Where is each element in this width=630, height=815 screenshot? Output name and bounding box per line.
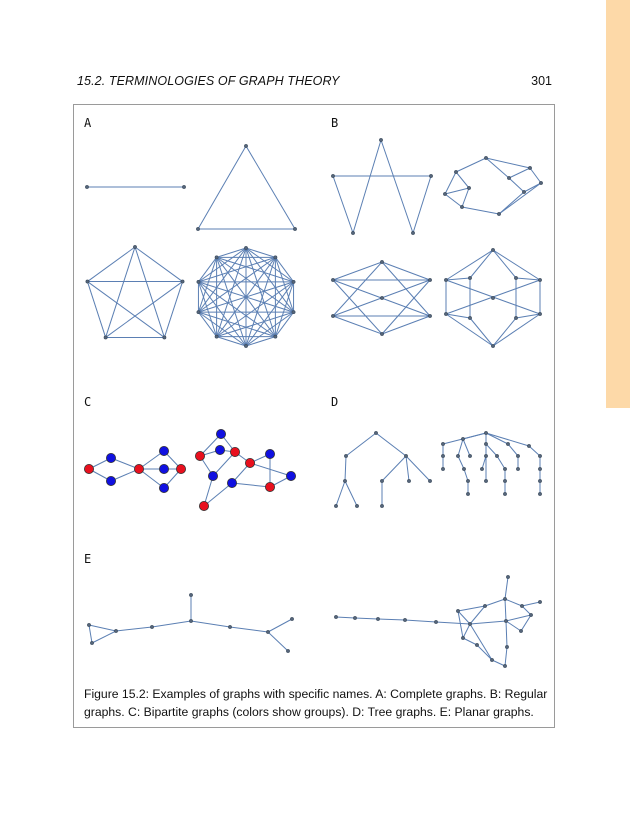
graph-node (461, 636, 464, 639)
graph-node (331, 174, 334, 177)
graph-edge (382, 456, 406, 481)
graph-edge (509, 168, 530, 178)
graph-edge (246, 337, 275, 346)
graph-node (441, 467, 444, 470)
graph-edge (445, 188, 469, 194)
graph-node (519, 629, 522, 632)
graph-node (344, 454, 347, 457)
panel-label-d: D (331, 395, 339, 409)
graph-node (133, 245, 136, 248)
graph-edge (217, 337, 246, 346)
graph-edge (106, 247, 135, 337)
graph-node (244, 344, 247, 347)
graph-edge (505, 599, 506, 621)
graph-edge (522, 606, 531, 615)
graph-node (461, 437, 464, 440)
graph-edge (506, 621, 521, 631)
graph-node (491, 296, 494, 299)
graph-node (503, 467, 506, 470)
graph-edge (522, 602, 540, 606)
graph-node (176, 464, 185, 473)
graph-edge (470, 250, 493, 278)
graph-node (376, 617, 379, 620)
graph-edge (87, 247, 135, 282)
graph-node (514, 316, 517, 319)
graph-edge (198, 312, 216, 337)
graph-node (189, 593, 192, 596)
graph-node (522, 190, 525, 193)
graph-node (484, 442, 487, 445)
graph-edge (508, 444, 518, 456)
graph-edge (486, 444, 497, 456)
regular-graph-prism (443, 156, 542, 215)
graph-node (227, 478, 236, 487)
graph-edge (509, 178, 524, 192)
graph-edge (232, 483, 270, 487)
graph-edge (493, 250, 540, 280)
graph-node (208, 471, 217, 480)
graph-node (266, 630, 269, 633)
graph-node (244, 246, 247, 249)
graph-node (444, 312, 447, 315)
graph-node (441, 442, 444, 445)
graph-edge (516, 278, 540, 280)
panel-label-a: A (84, 116, 92, 130)
planar-graph-right (334, 575, 541, 667)
graph-edge (268, 632, 288, 651)
graph-node (503, 479, 506, 482)
graph-node (265, 449, 274, 458)
graph-edge (230, 627, 268, 632)
graph-edge (333, 316, 382, 334)
graph-edge (413, 176, 431, 233)
graph-edge (89, 625, 116, 631)
graph-edge (505, 647, 507, 666)
tree-graph-left (334, 431, 431, 507)
graph-edge (92, 631, 116, 643)
graph-edge (336, 481, 345, 506)
graph-node (380, 332, 383, 335)
graph-node (290, 617, 293, 620)
graph-node (491, 248, 494, 251)
graph-edge (87, 282, 164, 338)
graph-edge (355, 618, 378, 619)
graph-node (87, 623, 90, 626)
graph-node (516, 467, 519, 470)
graph-edge (345, 481, 357, 506)
graph-node (292, 311, 295, 314)
graph-node (466, 492, 469, 495)
graph-node (468, 454, 471, 457)
graph-node (516, 454, 519, 457)
regular-graph-crossed (331, 260, 431, 335)
graph-node (428, 479, 431, 482)
graph-node (230, 447, 239, 456)
graph-node (199, 501, 208, 510)
graph-edge (463, 439, 470, 456)
graph-node (483, 604, 486, 607)
complete-graph-k3 (196, 144, 296, 230)
graph-node (216, 429, 225, 438)
graph-edge (485, 599, 505, 606)
bipartite-graph-right (195, 429, 295, 510)
graph-edge (382, 316, 430, 334)
graph-edge (336, 617, 355, 618)
graph-node (331, 278, 334, 281)
graph-edge (446, 250, 493, 280)
graph-edge (462, 188, 469, 207)
graph-edge (135, 247, 164, 337)
graph-node (514, 276, 517, 279)
graph-edge (376, 433, 406, 456)
graph-node (228, 625, 231, 628)
planar-graph-left (87, 593, 293, 652)
graph-node (503, 664, 506, 667)
graph-node (114, 629, 117, 632)
graph-node (506, 575, 509, 578)
graph-node (215, 256, 218, 259)
graph-node (150, 625, 153, 628)
graph-node (484, 454, 487, 457)
complete-graph-k5 (86, 245, 184, 339)
graph-node (429, 174, 432, 177)
graph-node (380, 504, 383, 507)
graph-edge (333, 262, 382, 280)
graph-node (456, 454, 459, 457)
graph-edge (164, 282, 182, 338)
graph-node (527, 444, 530, 447)
graph-edge (345, 456, 346, 481)
graph-edge (456, 158, 486, 172)
bipartite-graphs (84, 429, 295, 510)
graph-node (480, 467, 483, 470)
graph-node (293, 227, 296, 230)
graph-node (379, 138, 382, 141)
graph-node (245, 458, 254, 467)
graph-node (468, 622, 471, 625)
graph-edge (246, 248, 275, 257)
graph-node (380, 260, 383, 263)
graph-node (353, 616, 356, 619)
page-number: 301 (531, 74, 552, 88)
graph-node (411, 231, 414, 234)
graph-edge (378, 619, 405, 620)
graph-edge (382, 262, 430, 280)
graph-node (490, 658, 493, 661)
graph-edge (198, 146, 246, 229)
graph-node (334, 615, 337, 618)
graph-node (196, 227, 199, 230)
complete-graphs (85, 144, 296, 347)
graph-node (163, 336, 166, 339)
graph-edge (275, 312, 293, 337)
graph-edge (275, 257, 293, 282)
graph-edge (89, 625, 92, 643)
figure-caption: Figure 15.2: Examples of graphs with specific names. A: Complete graphs. B: Regular graphs. C: Bipartite graphs (colors show groups). D: Tree graphs. E: Planar graphs. (84, 687, 548, 719)
tree-graphs (334, 431, 541, 507)
graph-node (475, 643, 478, 646)
graph-edge (191, 621, 230, 627)
graph-edge (381, 140, 413, 233)
graph-node (503, 492, 506, 495)
graph-edge (436, 622, 470, 624)
graph-node (454, 170, 457, 173)
graph-node (443, 192, 446, 195)
graph-edge (463, 638, 477, 645)
graph-node (529, 613, 532, 616)
graph-node (484, 431, 487, 434)
graph-node (495, 454, 498, 457)
graph-node (468, 316, 471, 319)
graph-node (538, 492, 541, 495)
graph-edge (462, 207, 499, 214)
graph-node (355, 504, 358, 507)
graph-edge (406, 456, 409, 481)
graph-edge (152, 621, 191, 627)
graph-node (441, 454, 444, 457)
graph-node (265, 482, 274, 491)
graph-node (274, 335, 277, 338)
graph-edge (470, 318, 493, 346)
graph-node (90, 641, 93, 644)
graph-node (197, 311, 200, 314)
graph-node (503, 597, 506, 600)
graph-node (538, 278, 541, 281)
graph-node (444, 278, 447, 281)
regular-graph-w (331, 138, 432, 234)
graph-node (506, 442, 509, 445)
graph-edge (204, 483, 232, 506)
graph-node (85, 185, 88, 188)
graph-node (84, 464, 93, 473)
graph-node (334, 504, 337, 507)
panel-label-b: B (331, 116, 339, 130)
graph-edge (482, 456, 486, 469)
graph-edge (529, 446, 540, 456)
graph-edge (524, 183, 541, 192)
bipartite-graph-left (84, 446, 185, 492)
graph-node (343, 479, 346, 482)
graph-edge (333, 176, 353, 233)
graph-node (504, 619, 507, 622)
graph-edge (268, 619, 292, 632)
graph-edge (463, 433, 486, 439)
graph-node (215, 335, 218, 338)
graph-node (195, 451, 204, 460)
graph-node (374, 431, 377, 434)
graph-node (434, 620, 437, 623)
graph-node (407, 479, 410, 482)
graph-edge (456, 172, 469, 188)
regular-graphs (331, 138, 542, 347)
graph-node (244, 144, 247, 147)
graph-node (467, 186, 470, 189)
graph-edge (87, 282, 105, 338)
graph-edge (198, 257, 216, 282)
graph-node (468, 276, 471, 279)
graph-node (538, 479, 541, 482)
graph-node (538, 467, 541, 470)
graph-edge (492, 660, 505, 666)
graph-node (134, 464, 143, 473)
graph-edge (406, 456, 430, 481)
graph-node (215, 445, 224, 454)
graph-node (159, 483, 168, 492)
graph-node (538, 312, 541, 315)
graph-node (538, 600, 541, 603)
panel-label-c: C (84, 395, 92, 409)
graph-edge (458, 439, 463, 456)
graph-node (286, 649, 289, 652)
graph-node (539, 181, 542, 184)
graph-node (86, 280, 89, 283)
complete-graph-k2 (85, 185, 185, 188)
graph-node (182, 185, 185, 188)
graph-node (505, 645, 508, 648)
graph-edge (405, 620, 436, 622)
graph-node (520, 604, 523, 607)
graph-edge (470, 621, 506, 624)
graph-node (403, 618, 406, 621)
graph-edge (486, 158, 530, 168)
graph-node (331, 314, 334, 317)
graph-edge (445, 172, 456, 194)
graph-edge (493, 318, 516, 346)
graph-edge (530, 168, 541, 183)
graph-edge (497, 456, 505, 469)
graph-node (159, 464, 168, 473)
graph-node (274, 256, 277, 259)
graph-edge (116, 627, 152, 631)
graph-node (104, 336, 107, 339)
graph-node (351, 231, 354, 234)
graph-node (507, 176, 510, 179)
graph-node (197, 280, 200, 283)
graph-edge (217, 248, 246, 257)
graph-node (428, 314, 431, 317)
graph-node (159, 446, 168, 455)
graph-node (380, 296, 383, 299)
graph-edge (505, 599, 522, 606)
graph-node (460, 205, 463, 208)
graph-edge (346, 433, 376, 456)
graph-node (106, 476, 115, 485)
graph-node (286, 471, 295, 480)
graph-edge (506, 621, 507, 647)
planar-graphs (87, 575, 541, 667)
graph-edge (493, 250, 516, 278)
graph-node (484, 479, 487, 482)
graph-edge (217, 257, 246, 346)
graph-edge (505, 577, 508, 599)
graph-node (497, 212, 500, 215)
graph-edge (353, 140, 381, 233)
graph-node (181, 280, 184, 283)
graph-node (380, 479, 383, 482)
running-header: 15.2. TERMINOLOGIES OF GRAPH THEORY (77, 74, 340, 88)
graph-node (528, 166, 531, 169)
graph-edge (135, 247, 183, 282)
graph-edge (470, 624, 492, 660)
graph-edge (458, 456, 464, 469)
graph-edge (106, 282, 183, 338)
graph-node (491, 344, 494, 347)
complete-graph-k10 (197, 246, 295, 347)
graph-node (189, 619, 192, 622)
graph-node (106, 453, 115, 462)
graph-node (456, 609, 459, 612)
graph-edge (499, 192, 524, 214)
graph-edge (463, 624, 470, 638)
graph-node (466, 479, 469, 482)
graph-node (484, 156, 487, 159)
graph-node (292, 280, 295, 283)
graph-edge (446, 278, 470, 280)
graph-edge (445, 194, 462, 207)
graph-node (538, 454, 541, 457)
panel-label-e: E (84, 552, 92, 566)
graph-node (404, 454, 407, 457)
graph-edge (246, 146, 295, 229)
regular-graph-double-hex (444, 248, 541, 347)
graph-node (462, 467, 465, 470)
tree-graph-right (441, 431, 541, 495)
graph-node (428, 278, 431, 281)
